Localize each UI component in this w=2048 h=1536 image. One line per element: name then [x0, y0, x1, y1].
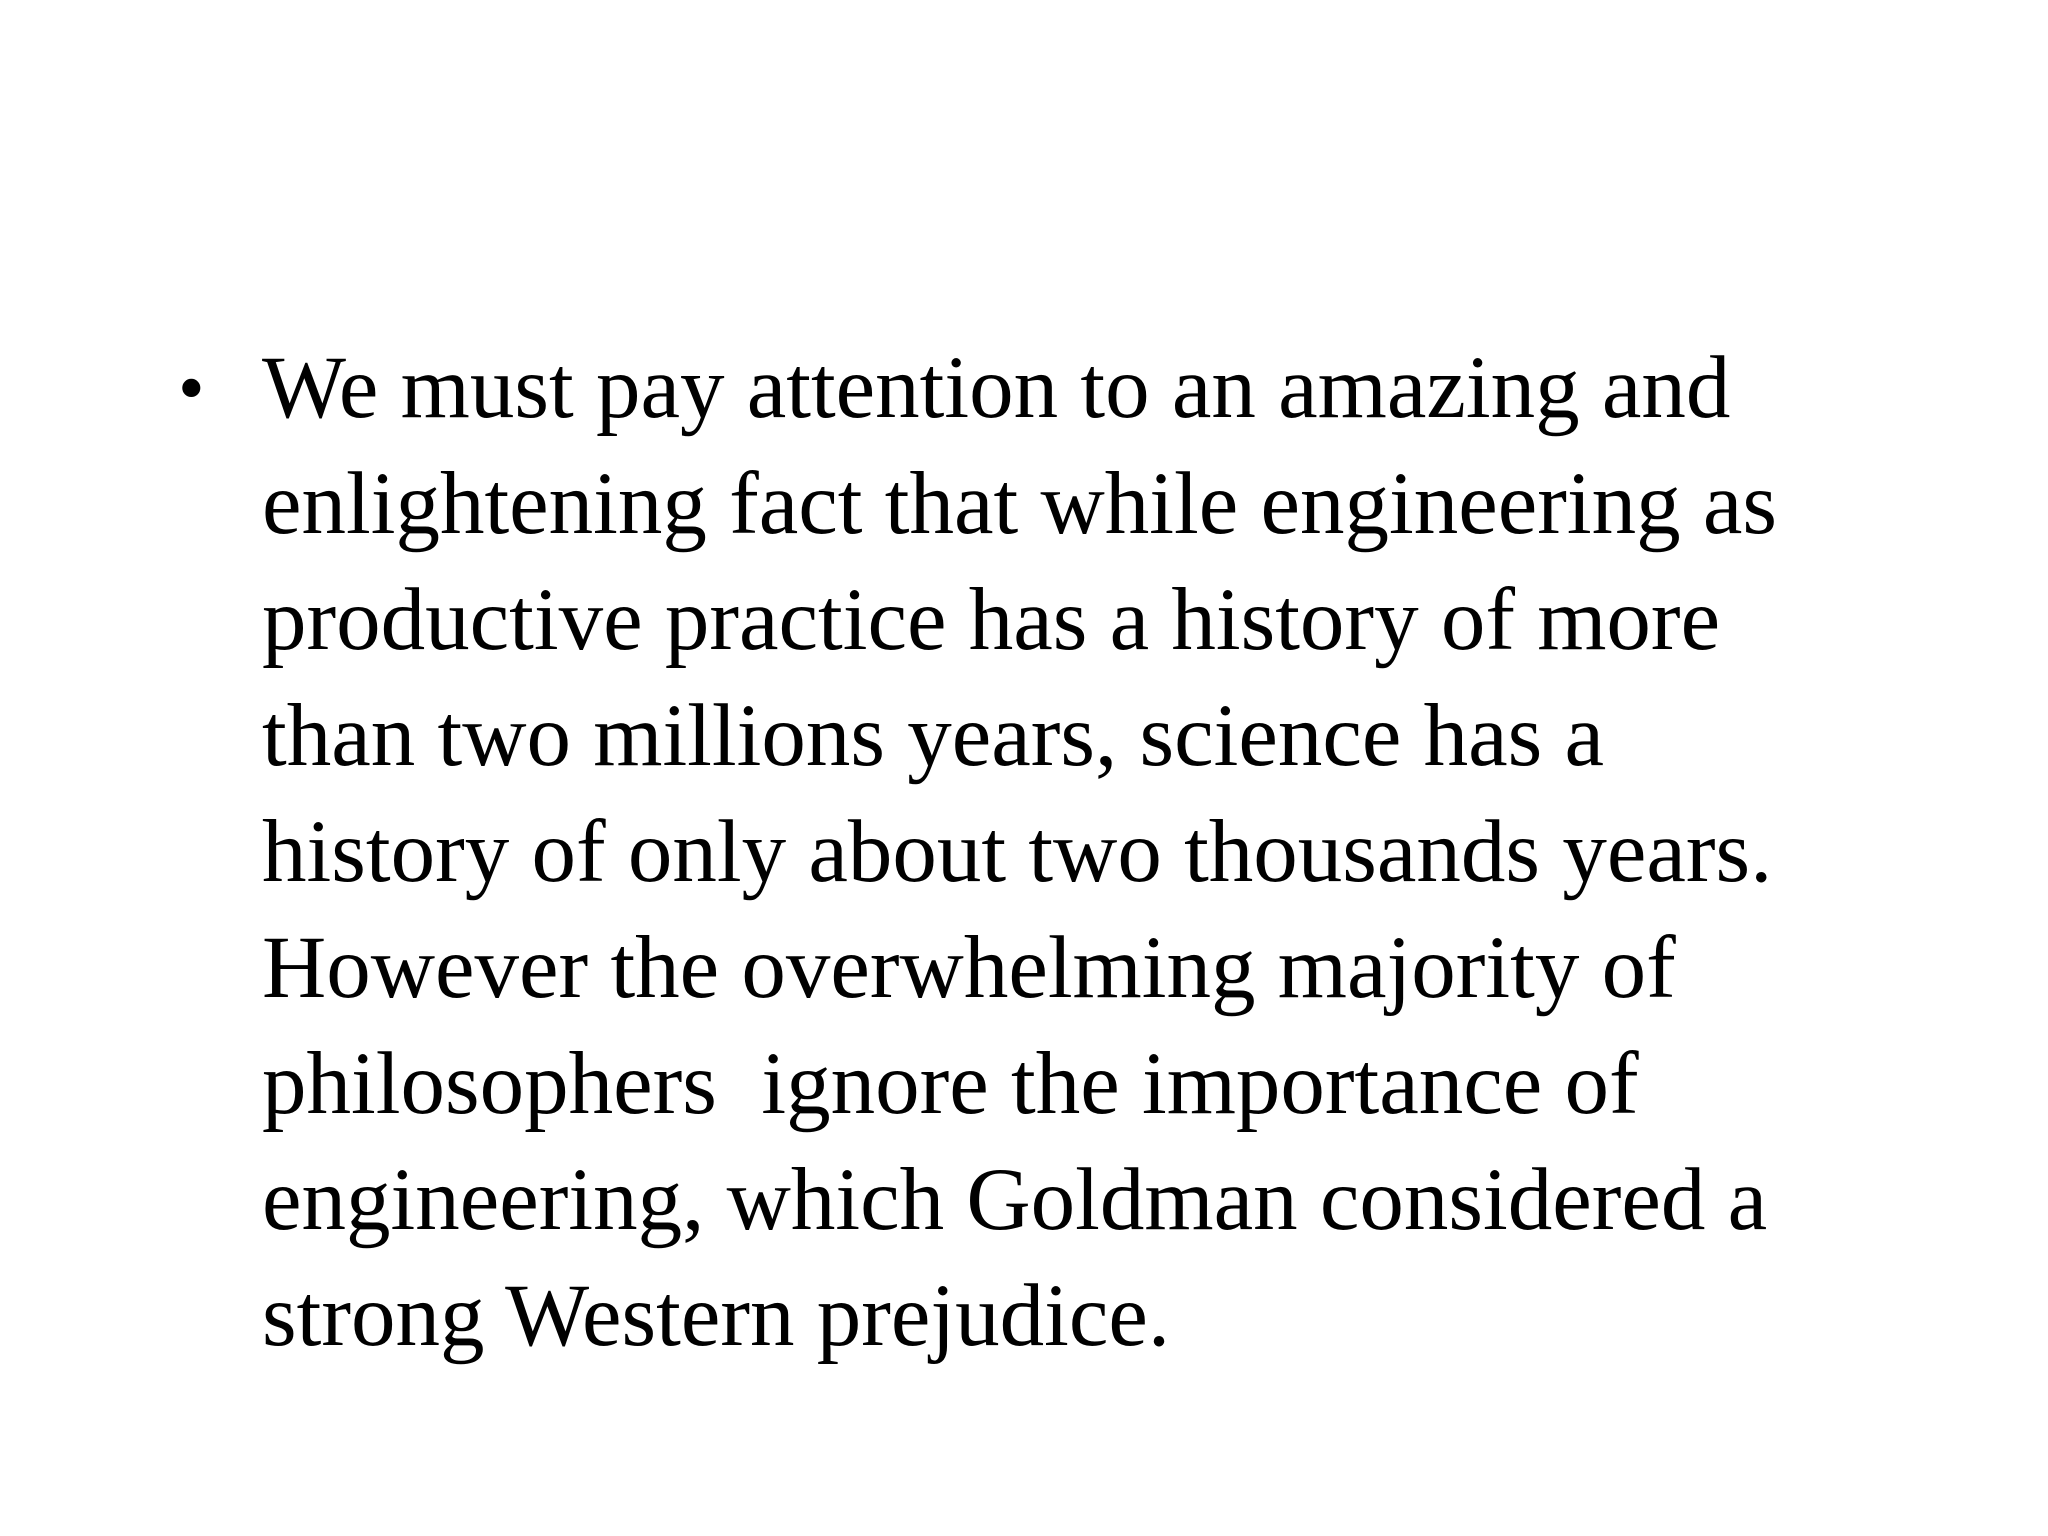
- bullet-list: [178, 330, 1898, 1374]
- bullet-marker: •: [178, 346, 205, 430]
- bullet-line: We must pay attention to an amazing and: [262, 339, 1731, 437]
- bullet-item: [178, 330, 1898, 1374]
- bullet-line: philosophers ignore the importance of: [262, 1035, 1639, 1133]
- bullet-line: engineering, which Goldman considered a: [262, 1151, 1768, 1249]
- bullet-line: history of only about two thousands years.: [262, 803, 1773, 901]
- bullet-line: strong Western prejudice.: [262, 1267, 1171, 1365]
- bullet-line: than two millions years, science has a: [262, 687, 1605, 785]
- bullet-line: However the overwhelming majority of: [262, 919, 1676, 1017]
- bullet-line: productive practice has a history of more: [262, 571, 1721, 669]
- bullet-line: enlightening fact that while engineering as: [262, 455, 1777, 553]
